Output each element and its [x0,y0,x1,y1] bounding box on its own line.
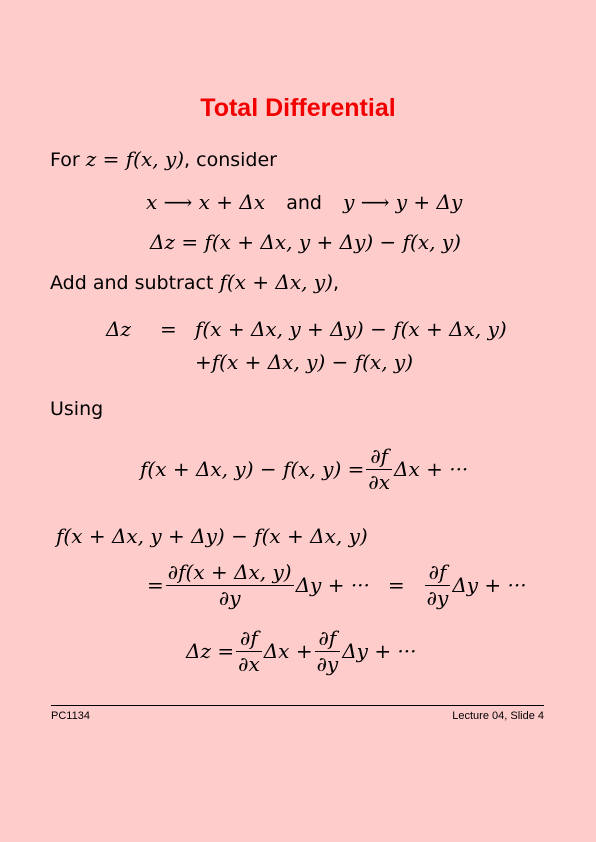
denominator: ∂x [368,469,391,494]
expand-line-1: f(x + Δx, y + Δy) − f(x + Δx, y) [195,317,507,341]
final-equation [186,622,417,680]
partial-f-shift-over-y [166,561,294,610]
expand-lhs: Δz [106,317,131,341]
final-rhs: Δy + ··· [342,639,417,663]
footer-slide-ref: Lecture 04, Slide 4 [452,710,544,722]
map-and: and [286,192,322,214]
map-right: y ⟶ y + Δy [343,190,463,214]
intro-math: z = f(x, y) [85,147,185,171]
final-lhs: Δz = [186,639,235,663]
map-left: x ⟶ x + Δx [146,190,266,214]
second-eq-sign: = [147,573,164,597]
partial-f-over-y [315,627,341,676]
numerator: ∂f(x + Δx, y) [167,559,292,584]
final-mid: Δx + [263,639,313,663]
second-mid: Δy + ··· [295,573,370,597]
using-equation [140,440,468,498]
denominator: ∂y [316,651,339,676]
delta-z-definition: Δz = f(x + Δx, y + Δy) − f(x, y) [150,230,461,254]
denominator: ∂x [238,651,260,676]
using-lhs: f(x + Δx, y) − f(x, y) = [140,457,365,481]
add-sub-math: f(x + Δx, y) [219,270,333,294]
numerator: ∂f [366,445,392,470]
partial-f-over-x [236,627,262,676]
expand-equals: = [160,317,177,341]
add-subtract-line [50,270,339,294]
numerator: ∂f [425,561,451,586]
expand-line-2: +f(x + Δx, y) − f(x, y) [195,350,414,374]
partial-f-over-y [425,561,451,610]
using-rhs: Δx + ··· [394,457,469,481]
intro-suffix: , consider [184,149,277,171]
mapping-line [146,190,462,214]
footer-divider [51,705,544,706]
intro-prefix: For [50,149,80,171]
denominator: ∂y [426,585,449,610]
add-sub-prefix: Add and subtract [50,272,214,294]
second-rhs: Δy + ··· [452,573,527,597]
second-eq-sign-2: = [387,573,405,597]
intro-line [50,147,277,171]
denominator: ∂y [218,585,241,610]
numerator: ∂f [315,627,341,652]
numerator: ∂f [236,627,262,652]
using-label: Using [50,398,104,420]
add-sub-suffix: , [332,272,340,294]
second-lhs: f(x + Δx, y + Δy) − f(x + Δx, y) [56,524,368,548]
second-equation [147,556,527,614]
slide-title: Total Differential [200,94,396,122]
footer-course: PC1134 [51,710,90,722]
partial-f-over-x [366,445,392,494]
